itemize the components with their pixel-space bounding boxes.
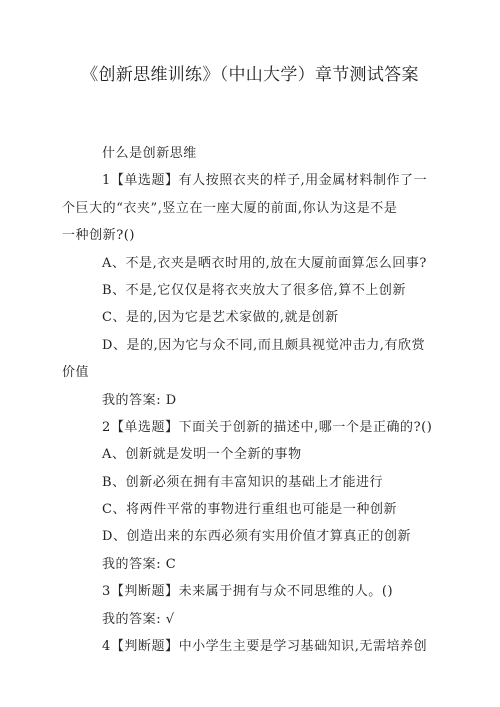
document-title: 《创新思维训练》（中山大学）章节测试答案 [81, 65, 419, 85]
question-3-stem: 3【判断题】未来属于拥有与众不同思维的人。() [102, 584, 394, 600]
question-1-stem-cont: 个巨大的“衣夹”,竖立在一座大厦的前面,你认为这是不是 [62, 200, 398, 216]
question-1-option-d: D、是的,因为它与众不同,而且颇具视觉冲击力,有欣赏 [102, 337, 426, 353]
question-2-answer: 我的答案: C [102, 556, 177, 572]
question-1-option-a: A、不是,衣夹是晒衣时用的,放在大厦前面算怎么回事? [102, 255, 427, 271]
question-4-stem: 4【判断题】中小学生主要是学习基础知识,无需培养创 [102, 639, 428, 655]
question-1-option-d-cont: 价值 [62, 365, 90, 381]
question-1-option-c: C、是的,因为它是艺术家做的,就是创新 [102, 310, 339, 326]
question-1-stem-cont: 一种创新?() [62, 228, 135, 244]
question-2-option-b: B、创新必须在拥有丰富知识的基础上才能进行 [102, 474, 384, 490]
question-3-answer: 我的答案: √ [102, 611, 175, 627]
document-body [62, 140, 436, 660]
question-1-answer: 我的答案: D [102, 392, 177, 408]
question-2-stem: 2【单选题】下面关于创新的描述中,哪一个是正确的?() [102, 419, 433, 435]
section-heading: 什么是创新思维 [102, 146, 197, 161]
question-2-option-c: C、将两件平常的事物进行重组也可能是一种创新 [102, 502, 398, 518]
question-1-option-b: B、不是,它仅仅是将衣夹放大了很多倍,算不上创新 [102, 282, 407, 298]
question-1-stem: 1【单选题】有人按照衣夹的样子,用金属材料制作了一 [102, 173, 428, 189]
question-2-option-d: D、创造出来的东西必须有实用价值才算真正的创新 [102, 529, 412, 545]
question-2-option-a: A、创新就是发明一个全新的事物 [102, 447, 302, 463]
